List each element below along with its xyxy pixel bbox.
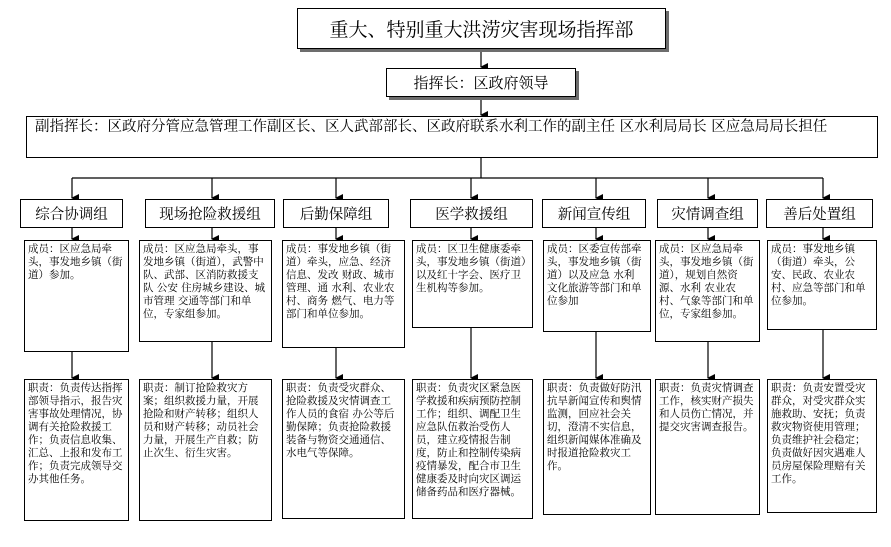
group-header: 新闻宣传组 [542, 199, 646, 228]
group-members: 成员：区应急局牵头，事发地乡镇（街道）参加。 [24, 240, 129, 352]
deputy-commander-box: 副指挥长：区政府分管应急管理工作副区长、区人武部部长、区政府联系水利工作的副主任 区水利局局长 区应急局局长担任 [26, 116, 878, 158]
group-header: 善后处置组 [766, 199, 873, 228]
group-members: 成员：事发地乡镇（街道）牵头，应急、经济信息、发改 财政、城市管理、通 水利、农业农村、商务 燃气、电力等部门和单位参加。 [282, 240, 405, 348]
group-header: 后勤保障组 [283, 199, 389, 228]
group-members: 成员：事发地乡镇（街道）牵头，公安、民政、农业农村、应急等部门和单位参加。 [767, 240, 877, 330]
group-header: 综合协调组 [20, 199, 123, 228]
group-members: 成员：区应急局牵头，事发地乡镇（街道），武警中队、武部、区消防救援支队 公安 住房城乡建设、城市管理 交通等部门和单位，专家组参加。 [139, 240, 272, 342]
group-duties: 职责：制订抢险救灾方案；组织救援力量，开展抢险和财产转移；组织人员和财产转移；动员社会力量，开展生产自救；防止次生、衍生灾害。 [139, 379, 272, 521]
group-header: 现场抢险救援组 [145, 199, 275, 228]
group-members: 成员：区卫生健康委牵头，事发地乡镇（街道）以及红十字会、医疗卫生机构等参加。 [412, 240, 533, 328]
group-duties: 职责：负责安置受灾群众，对受灾群众实施救助、安抚；负责救灾物资使用管理；负责维护社会稳定；负责做好因灾遇难人员房屋保险理赔有关工作。 [767, 379, 877, 513]
group-duties: 职责：负责灾情调查工作，核实财产损失和人员伤亡情况，并提交灾害调查报告。 [655, 379, 760, 515]
headquarters-title: 重大、特别重大洪涝灾害现场指挥部 [297, 8, 666, 49]
group-duties: 职责：负责受灾群众、抢险救援及灾情调查工作人员的食宿 办公等后勤保障；负责抢险救援装备与物资交通通信、水电气等保障。 [282, 379, 405, 519]
group-header: 灾情调查组 [657, 199, 758, 228]
group-duties: 职责：负责传达指挥部领导指示，报告灾害事故处理情况，协调有关抢险救援工作；负责信息收集、汇总、上报和发布工作；负责完成领导交办其他任务。 [24, 379, 129, 521]
group-members: 成员：区委宣传部牵头，事发地乡镇（街道）以及应急 水利 文化旅游等部门和单位参加 [543, 240, 651, 332]
group-duties: 职责：负责灾区紧急医学救援和疾病预防控制工作；组织、调配卫生应急队伍救治受伤人员，建立疫情报告制度，防止和控制传染病疫情暴发，配合市卫生健康委及时向灾区调运储备药品和医疗器械。 [412, 379, 533, 519]
commander-box: 指挥长：区政府领导 [386, 68, 576, 97]
group-duties: 职责：负责做好防汛抗旱新闻宣传和舆情监测，回应社会关切，澄清不实信息，组织新闻媒体准确及时报道抢险救灾工作。 [543, 379, 651, 515]
group-members: 成员：区应急局牵头，事发地乡镇（街道），规划自然资源、水利 农业农村、气象等部门和单位，专家组参加。 [655, 240, 760, 342]
group-header: 医学救援组 [410, 199, 533, 228]
